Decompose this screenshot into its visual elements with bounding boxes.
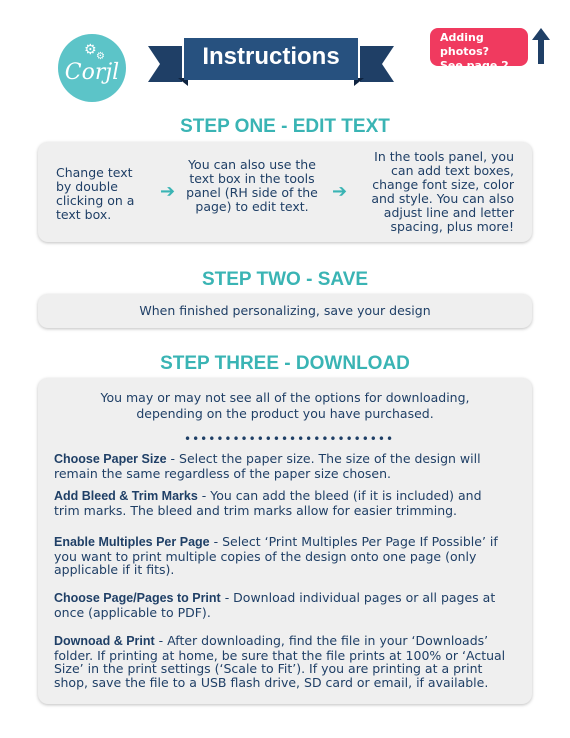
callout-line-1: Adding photos?: [440, 31, 490, 58]
list-item: [54, 489, 506, 517]
list-item: [54, 634, 506, 689]
step-three-heading: STEP THREE - DOWNLOAD: [160, 353, 410, 374]
photos-callout: [430, 28, 528, 72]
step-three-intro: [38, 390, 532, 422]
item-title: Downoad & Print: [54, 634, 155, 648]
step-two-heading: STEP TWO - SAVE: [201, 269, 369, 290]
callout-line-2: See page 2.: [440, 59, 513, 72]
item-text: - You can add the bleed (if it is included) and trim marks. The bleed and trim marks allow for easier trimming.: [54, 488, 482, 518]
item-title: Choose Paper Size: [54, 452, 167, 466]
dotted-divider: ••••••••••••••••••••••••••: [184, 432, 395, 446]
item-title: Choose Page/Pages to Print: [54, 591, 221, 605]
item-title: Add Bleed & Trim Marks: [54, 489, 198, 503]
page-title: Instructions: [202, 43, 340, 70]
list-item: [54, 535, 506, 577]
corjl-logo: [58, 34, 126, 102]
step-one-col-3: In the tools panel, you can add text boxes, change font size, color and style. You can also adjust line and letter spacing, plus more!: [371, 149, 514, 234]
step-one-col-1: Change text by double clicking on a text box.: [56, 165, 135, 222]
gear-icon: ⚙: [96, 51, 105, 62]
item-text: - Select ‘Print Multiples Per Page If Possible’ if you want to print multiple copies of the design onto one page (only applicable if it fits).: [54, 534, 498, 577]
intro-line-2: depending on the product you have purchased.: [136, 406, 434, 421]
arrow-up-icon: [532, 28, 550, 64]
item-text: - Select the paper size. The size of the design will remain the same regardless of the paper size chosen.: [54, 451, 481, 481]
item-title: Enable Multiples Per Page: [54, 535, 210, 549]
gear-icon: ⚙: [84, 42, 97, 58]
arrow-right-icon: ➔: [332, 181, 348, 202]
item-text: - After downloading, find the file in your ‘Downloads’ folder. If printing at home, be sure that the file prints at 100% or ‘Actual Size’ in the print settings (‘Scale to Fit’). If you are printing at a print shop, save the file to a USB flash drive, SD card or email, if available.: [54, 633, 506, 690]
step-one-col-2: You can also use the text box in the tools panel (RH side of the page) to edit text.: [186, 157, 318, 214]
step-one-heading: STEP ONE - EDIT TEXT: [180, 116, 390, 137]
intro-line-1: You may or may not see all of the options for downloading,: [100, 390, 470, 405]
arrow-right-icon: ➔: [160, 181, 176, 202]
step-two-text: When finished personalizing, save your design: [139, 303, 431, 318]
logo-text: Corjl: [64, 60, 120, 85]
list-item: [54, 591, 506, 619]
item-text: - Download individual pages or all pages at once (applicable to PDF).: [54, 590, 496, 620]
list-item: [54, 452, 506, 480]
